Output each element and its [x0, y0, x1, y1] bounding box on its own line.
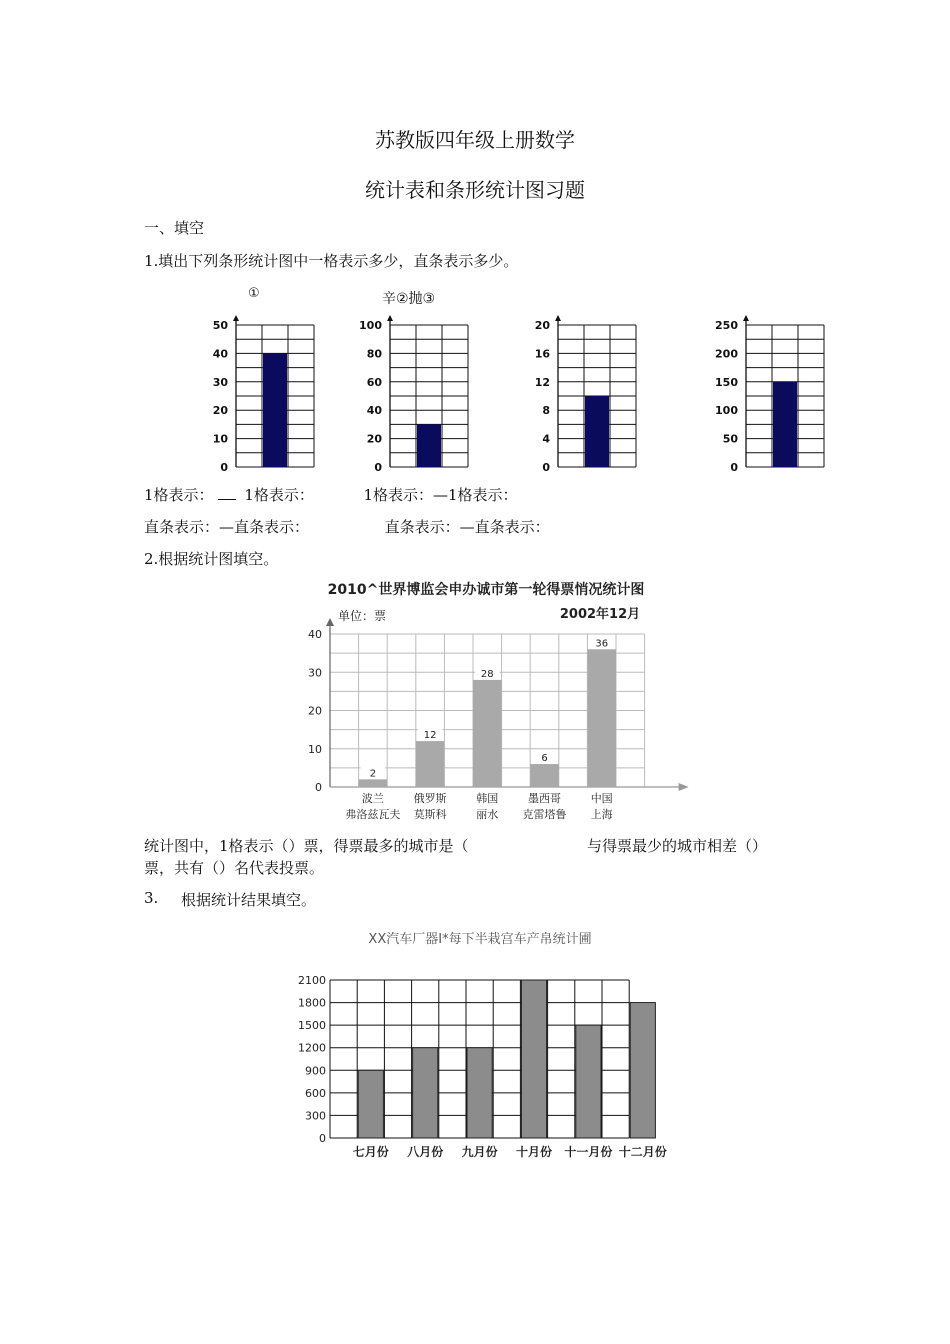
car-production-chart	[290, 925, 690, 1165]
y-tick-label: 20	[308, 704, 322, 718]
bar	[773, 382, 797, 467]
y-axis-arrow	[743, 315, 749, 321]
x-tick-label: 十月份	[515, 1145, 553, 1159]
y-tick-label: 30	[308, 666, 322, 680]
mini-chart-3	[520, 305, 670, 480]
chart-title: XX汽车厂器I*每下半栽宫车产帛统计圃	[368, 932, 592, 947]
y-tick-label: 1200	[298, 1041, 326, 1055]
x-tick-label: 莫斯科	[413, 808, 447, 821]
expo-vote-chart	[280, 575, 700, 830]
answer-3-label: 1格表示：—1格表示：	[363, 486, 518, 504]
y-tick-label: 100	[715, 404, 738, 418]
x-tick-label: 九月份	[461, 1145, 498, 1159]
bar	[521, 980, 546, 1138]
y-tick-label: 4	[542, 432, 550, 446]
x-tick-label: 八月份	[407, 1145, 444, 1159]
y-axis-arrow	[233, 315, 239, 321]
bar	[359, 779, 388, 787]
y-tick-label: 50	[722, 432, 738, 446]
question-2: 2.根据统计图填空。	[144, 550, 279, 568]
y-tick-label: 80	[366, 347, 382, 361]
y-tick-label: 900	[305, 1064, 326, 1078]
y-tick-label: 16	[534, 347, 550, 361]
answer-row-2	[144, 516, 550, 537]
bar	[417, 424, 441, 467]
x-tick-label: 七月份	[352, 1145, 389, 1159]
y-tick-label: 40	[308, 628, 322, 641]
data-label: 2	[369, 768, 377, 780]
y-tick-label: 20	[212, 404, 228, 418]
y-tick-label: 40	[212, 347, 228, 361]
y-tick-label: 150	[715, 375, 738, 389]
y-tick-label: 300	[305, 1109, 326, 1123]
bar	[576, 1025, 601, 1138]
answer-1-blank[interactable]	[218, 485, 236, 500]
mini-chart-2	[350, 305, 510, 480]
bar	[413, 1048, 438, 1138]
y-tick-label: 600	[305, 1086, 326, 1100]
y-tick-label: 250	[715, 319, 738, 332]
data-label: 12	[423, 730, 437, 742]
mini-chart-4	[680, 305, 840, 480]
y-tick-label: 12	[534, 375, 550, 389]
y-axis-arrow	[555, 315, 561, 321]
question-2-fill-a: 统计图中，1格表示（）票，得票最多的城市是（	[144, 837, 469, 855]
y-tick-label: 60	[366, 375, 382, 389]
x-axis-arrow	[679, 783, 689, 791]
x-tick-label: 十二月份	[618, 1145, 667, 1159]
data-label: 6	[541, 753, 548, 765]
y-tick-label: 40	[366, 404, 382, 418]
bar	[630, 1003, 655, 1138]
y-tick-label: 8	[542, 404, 550, 418]
chart-mark-2: 辛②抛③	[382, 291, 436, 307]
bar	[358, 1070, 383, 1138]
bar	[416, 741, 445, 787]
y-axis-arrow	[387, 315, 393, 321]
bar	[585, 396, 609, 467]
x-tick-label: 韩国	[476, 792, 499, 805]
bar	[467, 1048, 492, 1138]
page-title: 苏教版四年级上册数学	[375, 128, 575, 152]
bar	[263, 353, 287, 467]
data-label: 36	[595, 638, 609, 650]
question-3: 根据统计结果填空。	[181, 891, 317, 909]
y-tick-label: 10	[212, 432, 228, 446]
y-tick-label: 0	[315, 781, 322, 794]
y-tick-label: 100	[359, 319, 382, 332]
chart-mark-1: ①	[248, 286, 260, 301]
y-tick-label: 0	[319, 1132, 326, 1145]
x-tick-label: 上海	[590, 808, 613, 821]
y-tick-label: 0	[374, 461, 382, 474]
y-tick-label: 0	[542, 461, 550, 474]
bar	[473, 680, 502, 787]
y-tick-label: 20	[366, 432, 382, 446]
answer-row2-left: 直条表示：—直条表示：	[144, 518, 310, 536]
mini-chart-1	[180, 305, 330, 480]
y-axis-arrow	[326, 618, 334, 626]
page-subtitle: 统计表和条形统计图习题	[365, 178, 585, 202]
answer-row-1	[144, 484, 518, 505]
y-tick-label: 1800	[298, 996, 326, 1010]
y-tick-label: 0	[730, 461, 738, 474]
x-tick-label: 十一月份	[564, 1145, 613, 1159]
answer-2-label: 1格表示：	[244, 486, 314, 504]
section-heading: 一、填空	[144, 219, 205, 237]
y-tick-label: 10	[308, 742, 322, 756]
y-tick-label: 1500	[298, 1019, 326, 1033]
y-tick-label: 30	[212, 375, 228, 389]
x-tick-label: 墨西哥	[528, 792, 561, 805]
question-2-fill-c: 票，共有（）名代表投票。	[144, 859, 325, 877]
bar	[530, 764, 559, 787]
x-tick-label: 中国	[590, 792, 613, 805]
date-label: 2002年12月	[559, 607, 641, 622]
y-tick-label: 2100	[298, 974, 326, 987]
x-tick-label: 丽水	[476, 808, 499, 821]
question-3-number: 3.	[144, 889, 159, 907]
x-tick-label: 俄罗斯	[413, 792, 447, 805]
x-tick-label: 弗洛兹瓦夫	[345, 808, 401, 821]
y-tick-label: 200	[715, 347, 738, 361]
bar	[587, 649, 616, 787]
answer-row2-right: 直条表示：—直条表示：	[384, 518, 550, 536]
question-1: 1.填出下列条形统计图中一格表示多少，直条表示多少。	[144, 252, 519, 270]
answer-1-label: 1格表示：	[144, 486, 214, 504]
question-2-fill-b: 与得票最少的城市相差（）	[587, 837, 768, 855]
chart-title: 2010^世界博监会申办诚市第一轮得票悄况统计图	[327, 582, 645, 598]
x-tick-label: 波兰	[361, 792, 384, 805]
unit-label: 单位：票	[338, 609, 387, 623]
y-tick-label: 0	[220, 461, 228, 474]
data-label: 28	[480, 668, 494, 680]
y-tick-label: 20	[534, 319, 550, 332]
x-tick-label: 克雷塔鲁	[522, 808, 567, 821]
y-tick-label: 50	[212, 319, 228, 332]
